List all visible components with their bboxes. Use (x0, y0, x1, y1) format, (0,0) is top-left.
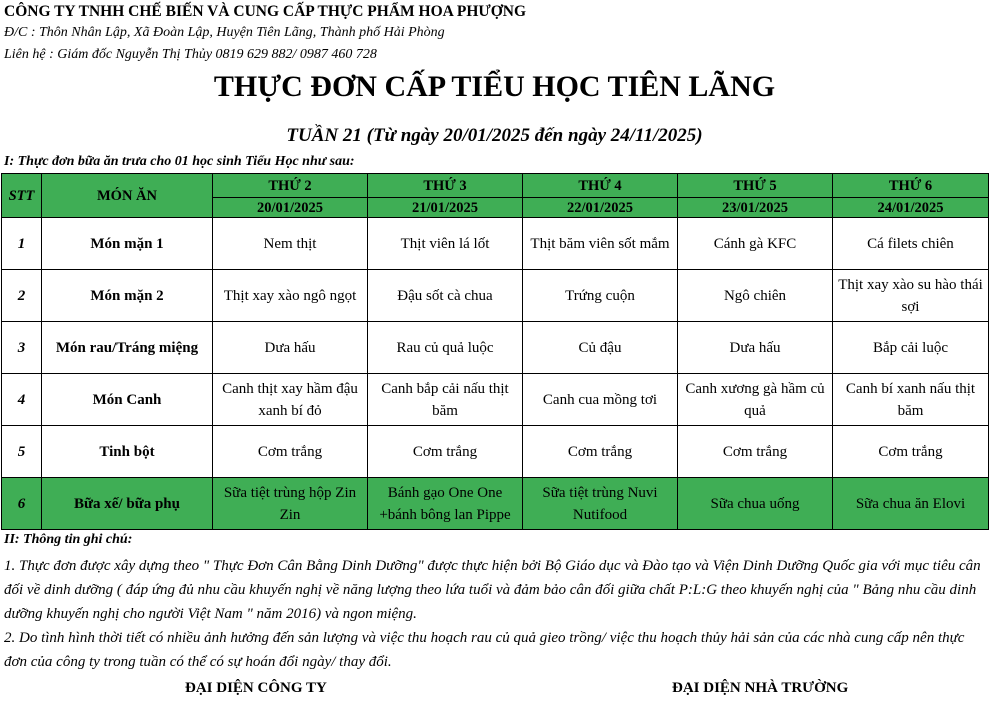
menu-cell: Dưa hấu (678, 322, 833, 374)
week-subtitle: TUẦN 21 (Từ ngày 20/01/2025 đến ngày 24/11/2025) (286, 125, 703, 146)
date-header: 21/01/2025 (368, 198, 523, 218)
menu-cell: Canh bắp cải nấu thịt băm (368, 374, 523, 426)
menu-cell: Sữa chua ăn Elovi (833, 478, 989, 530)
section-1-heading: I: Thực đơn bữa ăn trưa cho 01 học sinh Tiểu Học như sau: (4, 154, 355, 169)
table-row (2, 270, 989, 322)
day-header: THỨ 5 (678, 174, 833, 198)
menu-cell: Rau củ quả luộc (368, 322, 523, 374)
page-title: THỰC ĐƠN CẤP TIỂU HỌC TIÊN LÃNG (213, 70, 776, 103)
dish-name: Món Canh (42, 374, 213, 426)
notes (4, 554, 984, 674)
menu-cell: Cơm trắng (833, 426, 989, 478)
menu-cell: Bắp cải luộc (833, 322, 989, 374)
row-number: 6 (2, 478, 42, 530)
day-header: THỨ 2 (213, 174, 368, 198)
menu-table (1, 173, 989, 530)
menu-cell: Cánh gà KFC (678, 218, 833, 270)
date-header: 23/01/2025 (678, 198, 833, 218)
day-header: THỨ 4 (523, 174, 678, 198)
dish-name: Món mặn 2 (42, 270, 213, 322)
menu-cell: Canh xương gà hầm củ quả (678, 374, 833, 426)
company-contact: Liên hệ : Giám đốc Nguyễn Thị Thủy 0819 629 882/ 0987 460 728 (4, 47, 377, 62)
menu-cell: Cơm trắng (213, 426, 368, 478)
dish-header: MÓN ĂN (42, 174, 213, 218)
table-row (2, 218, 989, 270)
table-row (2, 426, 989, 478)
menu-cell: Cơm trắng (368, 426, 523, 478)
menu-cell: Dưa hấu (213, 322, 368, 374)
menu-cell: Bánh gạo One One +bánh bông lan Pippe (368, 478, 523, 530)
section-2-heading: II: Thông tin ghi chú: (4, 532, 133, 547)
signature-company: ĐẠI DIỆN CÔNG TY (185, 680, 327, 696)
menu-cell: Đậu sốt cà chua (368, 270, 523, 322)
menu-cell: Cơm trắng (523, 426, 678, 478)
menu-cell: Thịt xay xào ngô ngọt (213, 270, 368, 322)
menu-cell: Trứng cuộn (523, 270, 678, 322)
note-2: 2. Do tình hình thời tiết có nhiều ảnh hưởng đến sản lượng và việc thu hoạch rau củ quả gieo trồng/ việc thu hoạch thủy hải sản của các nhà cung cấp nên thực đơn của công ty trong tuần có thể có sự hoán đổi ngày/ thay đổi. (4, 630, 965, 670)
table-row (2, 478, 989, 530)
signature-school: ĐẠI DIỆN NHÀ TRƯỜNG (672, 680, 849, 696)
menu-cell: Sữa tiệt trùng hộp Zin Zin (213, 478, 368, 530)
stt-header: STT (2, 174, 42, 218)
menu-cell: Canh thịt xay hầm đậu xanh bí đỏ (213, 374, 368, 426)
menu-cell: Củ đậu (523, 322, 678, 374)
dish-name: Món mặn 1 (42, 218, 213, 270)
menu-cell: Sữa chua uống (678, 478, 833, 530)
table-row (2, 374, 989, 426)
row-number: 3 (2, 322, 42, 374)
menu-cell: Cơm trắng (678, 426, 833, 478)
menu-cell: Canh bí xanh nấu thịt băm (833, 374, 989, 426)
dish-name: Món rau/Tráng miệng (42, 322, 213, 374)
row-number: 2 (2, 270, 42, 322)
row-number: 1 (2, 218, 42, 270)
dish-name: Bữa xế/ bữa phụ (42, 478, 213, 530)
row-number: 4 (2, 374, 42, 426)
date-header: 22/01/2025 (523, 198, 678, 218)
row-number: 5 (2, 426, 42, 478)
menu-cell: Canh cua mồng tơi (523, 374, 678, 426)
menu-cell: Thịt băm viên sốt mắm (523, 218, 678, 270)
date-header: 24/01/2025 (833, 198, 989, 218)
dish-name: Tinh bột (42, 426, 213, 478)
menu-cell: Thịt xay xào su hào thái sợi (833, 270, 989, 322)
menu-cell: Sữa tiệt trùng Nuvi Nutifood (523, 478, 678, 530)
company-address: Đ/C : Thôn Nhân Lập, Xã Đoàn Lập, Huyện Tiên Lãng, Thành phố Hải Phòng (4, 25, 445, 40)
menu-cell: Nem thịt (213, 218, 368, 270)
date-header: 20/01/2025 (213, 198, 368, 218)
table-row (2, 322, 989, 374)
day-header: THỨ 6 (833, 174, 989, 198)
menu-cell: Cá filets chiên (833, 218, 989, 270)
menu-cell: Thịt viên lá lốt (368, 218, 523, 270)
note-1: 1. Thực đơn được xây dựng theo " Thực Đơn Cân Bằng Dinh Dưỡng" được thực hiện bởi Bộ Giáo dục và Đào tạo và Viện Dinh Dưỡng Quốc gia với mục tiêu cân đối về dinh dưỡng ( đáp ứng đủ nhu cầu khuyến nghị về năng lượng theo lứa tuổi và đảm bảo cân đối giữa chất P:L:G theo khuyến nghị của " Bảng nhu cầu dinh dưỡng khuyến nghị cho người Việt Nam " năm 2016) và ngon miệng. (4, 558, 981, 622)
company-name: CÔNG TY TNHH CHẾ BIẾN VÀ CUNG CẤP THỰC PHẨM HOA PHƯỢNG (4, 3, 527, 20)
day-header: THỨ 3 (368, 174, 523, 198)
menu-cell: Ngô chiên (678, 270, 833, 322)
